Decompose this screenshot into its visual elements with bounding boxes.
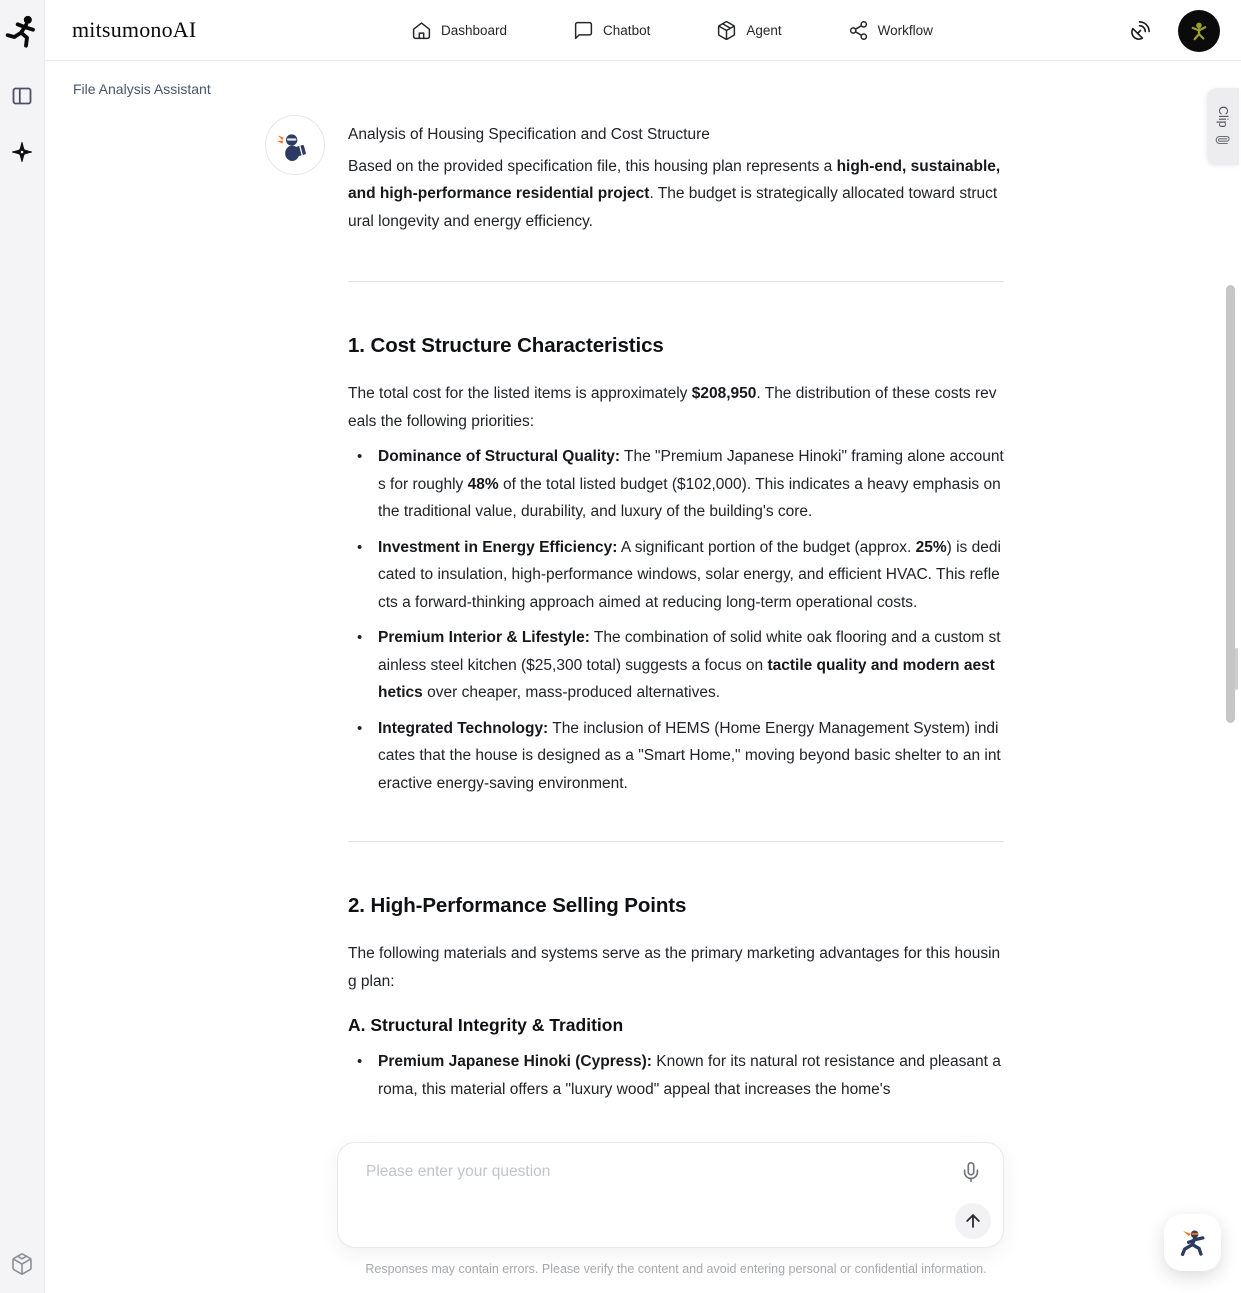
section-2-bullet-list [348, 1048, 1004, 1103]
user-avatar[interactable] [1178, 10, 1220, 52]
sandbox-cube-icon[interactable] [10, 1252, 34, 1276]
clip-tab[interactable] [1207, 88, 1239, 165]
section-2-heading: 2. High-Performance Selling Points [348, 894, 687, 917]
message-title: Analysis of Housing Specification and Cost Structure [348, 126, 710, 143]
share-nodes-icon [848, 20, 869, 41]
bullet-item: • Integrated Technology: The inclusion of HEMS (Home Energy Management System) indicates that the house is designed as a "Smart Home," moving beyond basic shelter to an interactive energy-saving environment. [348, 715, 1004, 798]
section-1-heading: 1. Cost Structure Characteristics [348, 334, 664, 357]
nav-label: Agent [746, 23, 782, 38]
scrollbar-thumb[interactable] [1226, 285, 1235, 723]
main-nav [411, 0, 933, 61]
brand-name: mitsumonoAI [72, 17, 197, 42]
divider [348, 281, 1004, 282]
header-actions [1129, 0, 1220, 61]
assistant-ninja-reading-icon [275, 125, 315, 165]
top-header [45, 0, 1241, 61]
bullet-item: • Premium Interior & Lifestyle: The combination of solid white oak flooring and a custom stainless steel kitchen ($25,300 total) suggests a focus on tactile quality and modern aesthetics over cheaper, mass-produced alternatives. [348, 624, 1004, 707]
nav-label: Dashboard [441, 23, 508, 38]
bullet-item: • Premium Japanese Hinoki (Cypress): Known for its natural rot resistance and pleasant aroma, this material offers a "luxury wood" appeal that increases the home's [348, 1048, 1004, 1103]
section-2-paragraph: The following materials and systems serve as the primary marketing advantages for this housing plan: [348, 945, 1001, 990]
bullet-item: • Dominance of Structural Quality: The "Premium Japanese Hinoki" framing alone accounts for roughly 48% of the total listed budget ($102,000). This indicates a heavy emphasis on the traditional value, durability, and luxury of the building's core. [348, 443, 1004, 526]
left-sidebar [0, 0, 45, 1293]
nav-item-workflow[interactable] [848, 20, 933, 41]
message-intro: Based on the provided specification file, this housing plan represents a high-end, sustainable, and high-performance residential project. The budget is strategically allocated toward structural longevity and energy efficiency. [348, 157, 1001, 230]
bullet-item: • Investment in Energy Efficiency: A significant portion of the budget (approx. 25%) is dedicated to insulation, high-performance windows, solar energy, and efficient HVAC. This reflects a forward-thinking approach aimed at reducing long-term operational costs. [348, 534, 1004, 617]
sidebar-toggle-icon[interactable] [10, 84, 34, 108]
inner-scrollbar-mark [1235, 648, 1238, 690]
assistant-avatar [265, 115, 325, 175]
nav-item-dashboard[interactable] [411, 20, 507, 41]
assistant-breadcrumb: File Analysis Assistant [73, 81, 211, 97]
microphone-icon [960, 1161, 982, 1183]
nav-label: Workflow [877, 23, 933, 38]
home-icon [411, 20, 432, 41]
disclaimer-text: Responses may contain errors. Please verify the content and avoid entering personal or confidential information. [365, 1262, 987, 1276]
section-1-bullet-list [348, 443, 1004, 797]
avatar-ninja-icon [1184, 16, 1214, 46]
chat-composer [337, 1142, 1004, 1248]
section-1-paragraph: The total cost for the listed items is approximately $208,950. The distribution of these costs reveals the following priorities: [348, 385, 997, 430]
microphone-button[interactable] [959, 1161, 983, 1185]
nav-item-chatbot[interactable] [573, 20, 650, 41]
sparkle-icon[interactable] [10, 140, 34, 164]
divider [348, 841, 1004, 842]
assistant-message [348, 115, 1004, 1103]
section-2-subheading: A. Structural Integrity & Tradition [348, 1015, 624, 1035]
question-input[interactable] [366, 1163, 956, 1229]
fab-ninja-icon [1174, 1224, 1212, 1262]
clip-tab-label: Clip [1216, 106, 1230, 128]
brand-ninja-logo-icon [2, 10, 42, 54]
arrow-up-icon [963, 1211, 983, 1231]
satellite-dish-icon[interactable] [1129, 19, 1152, 42]
nav-item-agent[interactable] [716, 20, 781, 41]
paperclip-icon [1213, 130, 1233, 150]
assistant-fab-button[interactable] [1164, 1214, 1221, 1271]
package-box-icon [716, 20, 737, 41]
nav-label: Chatbot [603, 23, 651, 38]
send-button[interactable] [955, 1203, 991, 1239]
chat-bubble-icon [573, 20, 594, 41]
